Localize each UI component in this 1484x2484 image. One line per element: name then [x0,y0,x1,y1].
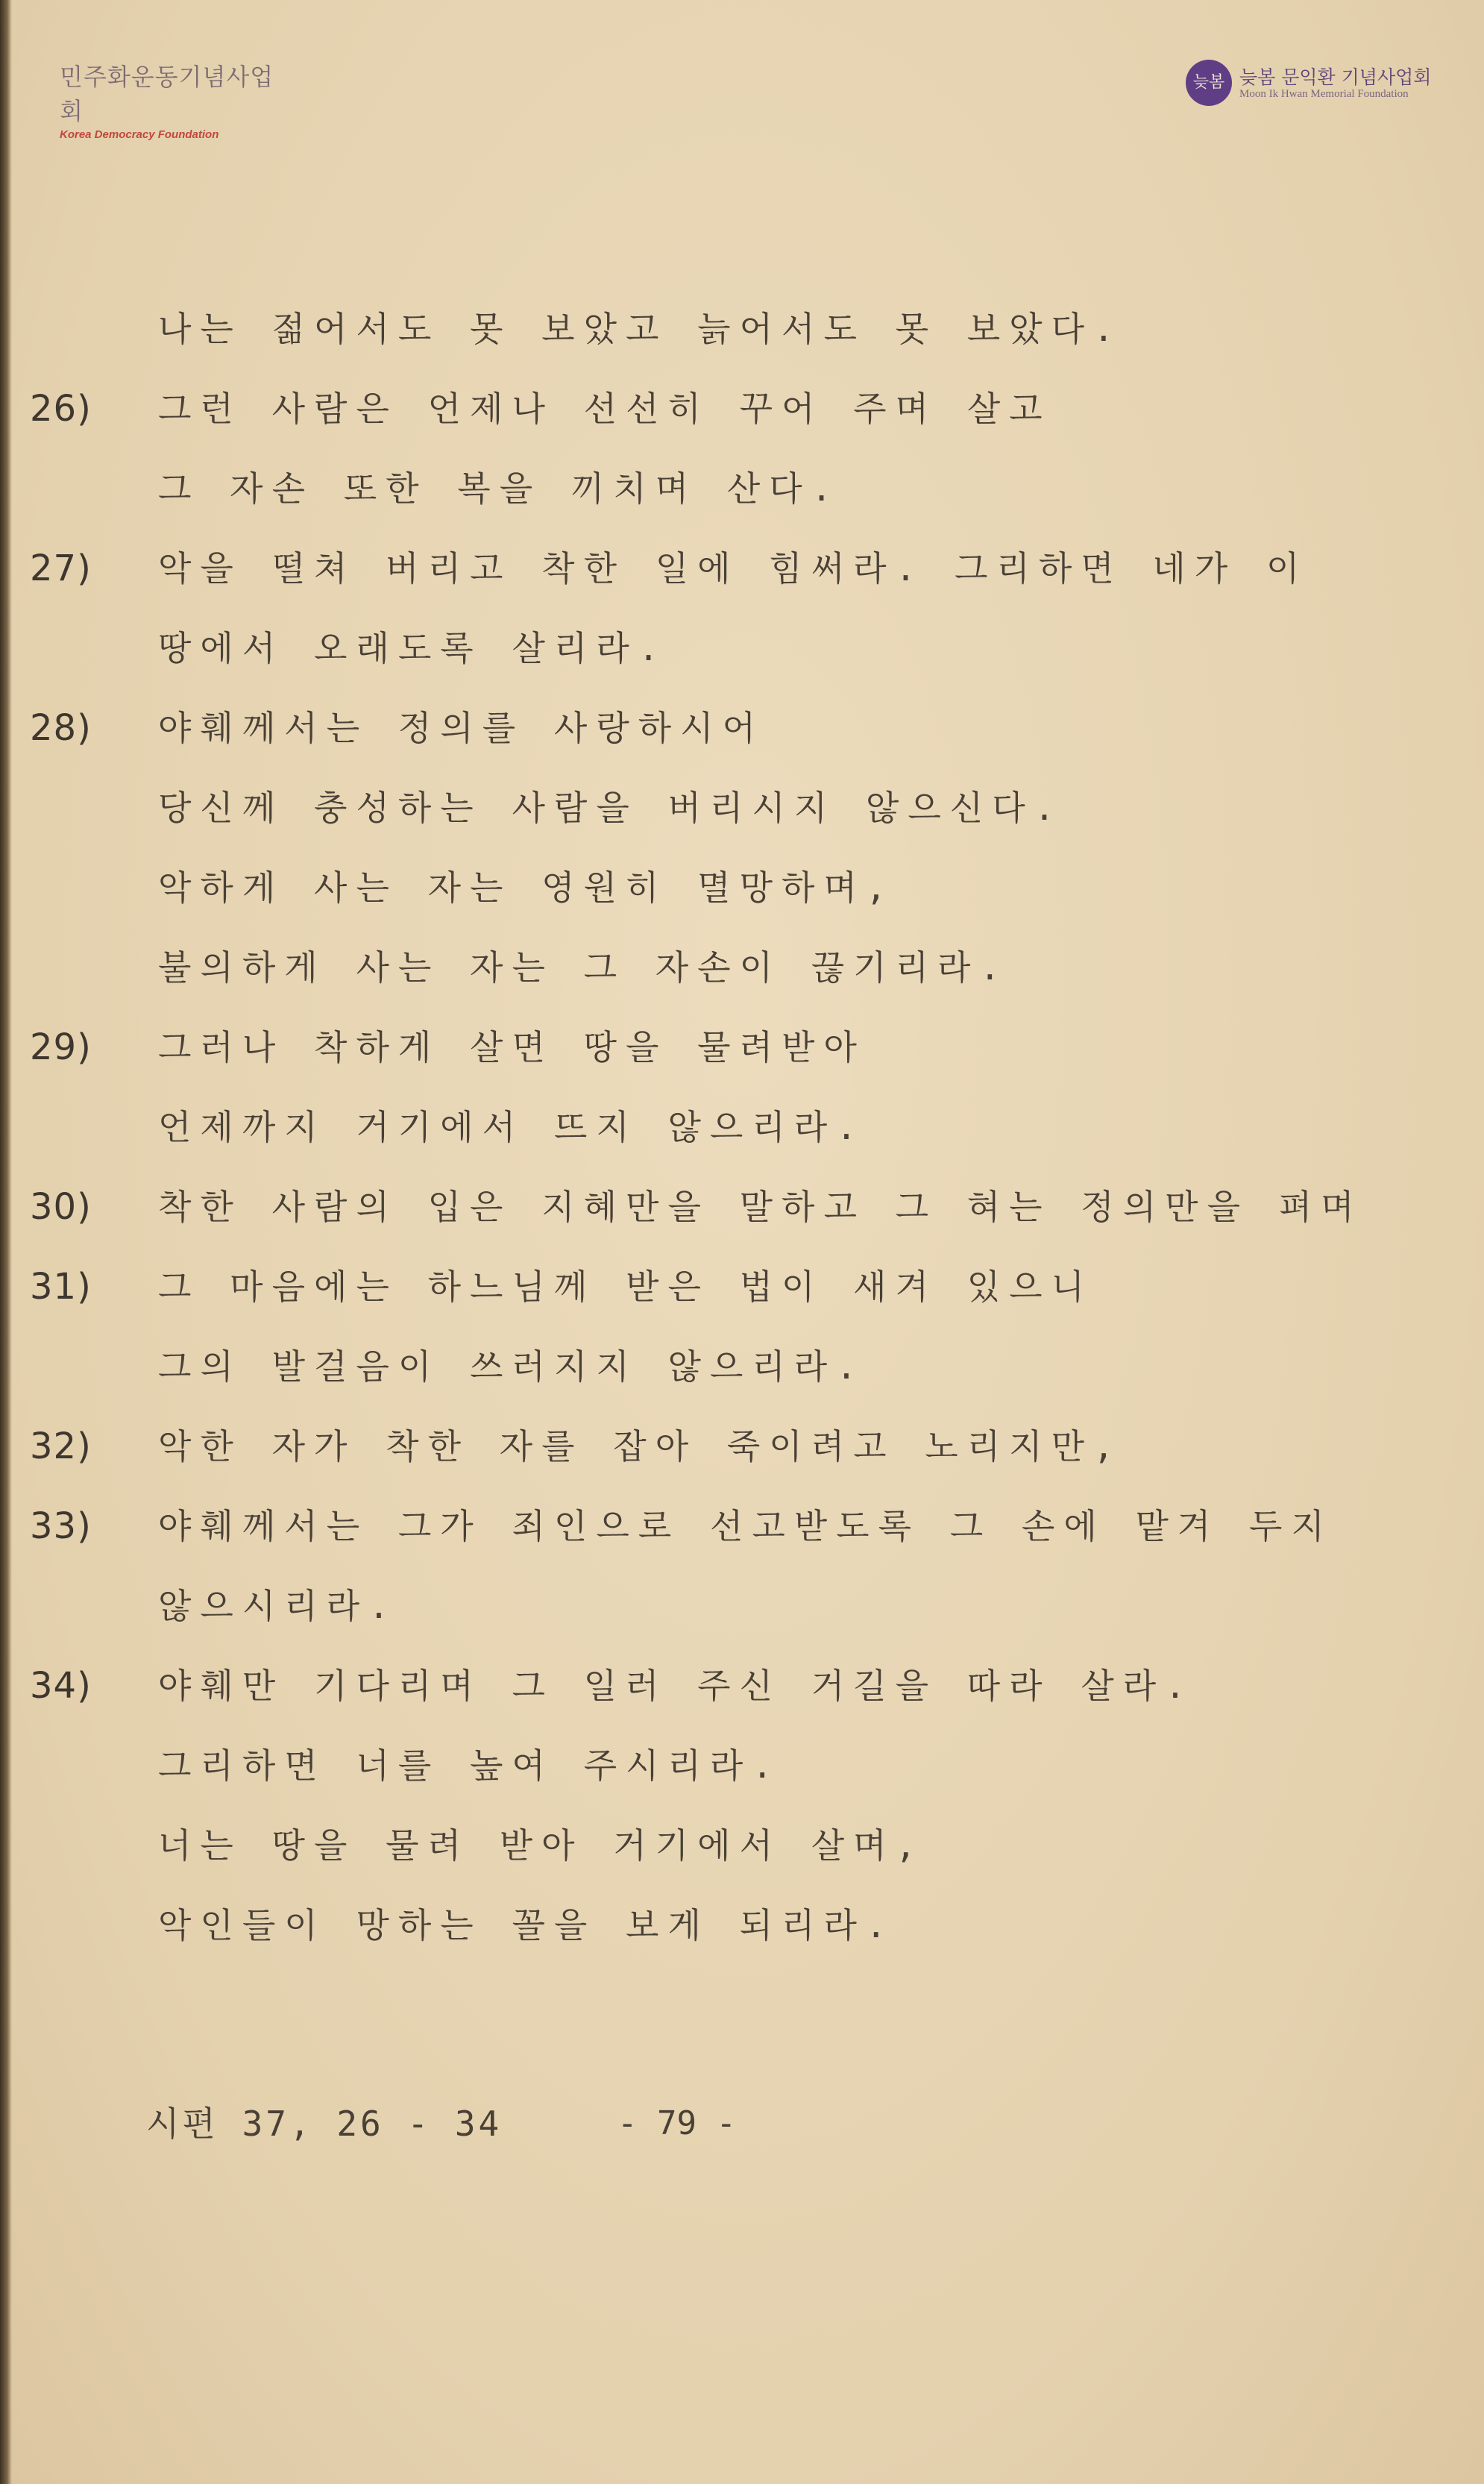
foundation-seal-icon: 늦봄 [1186,60,1232,106]
verse-line [0,928,1484,1008]
right-logo-english: Moon Ik Hwan Memorial Foundation [1239,88,1409,100]
verse-line [0,1327,1484,1407]
verse-line [0,1008,1484,1088]
verse-line [0,1886,1484,1966]
verse-line [0,1247,1484,1327]
verse-text: 착한 사람의 입은 지혜만을 말하고 그 혀는 정의만을 펴며 [158,1187,1363,1227]
verse-number: 33) [30,1505,92,1547]
psalm-text [0,289,1484,1966]
verse-number: 32) [30,1426,92,1467]
verse-number: 27) [30,548,92,589]
verse-text: 너는 땅을 물려 받아 거기에서 살며, [158,1825,925,1866]
verse-text: 불의하게 사는 자는 그 자손이 끊기리라. [158,947,1010,988]
verse-text: 악을 떨쳐 버리고 착한 일에 힘써라. 그리하면 네가 이 [158,548,1309,589]
verse-number: 29) [30,1026,92,1068]
verse-text: 그리하면 너를 높여 주시리라. [158,1746,782,1786]
verse-line [0,1487,1484,1566]
verse-text: 악인들이 망하는 꼴을 보게 되리라. [158,1905,896,1945]
right-logo-korean: 늦봄 문익환 기념사업회 [1239,66,1432,88]
korea-democracy-foundation-logo [60,58,283,141]
verse-text: 당신께 충성하는 사람을 버리시지 않으신다. [158,788,1064,828]
verse-line [0,1726,1484,1806]
moon-ik-hwan-foundation-logo [1186,58,1439,110]
verse-number: 30) [30,1186,92,1228]
verse-text: 야훼만 기다리며 그 일러 주신 거길을 따라 살라. [158,1666,1195,1706]
verse-text: 악하게 사는 자는 영원히 멸망하며, [158,868,896,908]
verse-number: 31) [30,1266,92,1308]
verse-text: 야훼께서는 정의를 사랑하시어 [158,708,765,748]
verse-line [0,289,1484,369]
verse-number: 26) [30,388,92,430]
verse-line [0,609,1484,689]
verse-text: 악한 자가 착한 자를 잡아 죽이려고 노리지만, [158,1426,1123,1467]
verse-text: 않으시리라. [158,1586,398,1626]
verse-text: 나는 젊어서도 못 보았고 늙어서도 못 보았다. [158,309,1123,349]
verse-number: 28) [30,707,92,749]
verse-line [0,1407,1484,1487]
left-logo-korean: 민주화운동기념사업회 [60,63,274,125]
verse-text: 그의 발걸음이 쓰러지지 않으리라. [158,1346,866,1387]
verse-line [0,369,1484,449]
verse-line [0,768,1484,848]
verse-line [0,1566,1484,1646]
verse-line [0,689,1484,768]
verse-line [0,848,1484,928]
verse-text: 그러나 착하게 살면 땅을 물려받아 [158,1027,866,1067]
scripture-citation: 시편 37, 26 - 34 [146,2104,503,2144]
verse-line [0,1646,1484,1726]
verse-text: 언제까지 거기에서 뜨지 않으리라. [158,1107,866,1147]
verse-text: 야훼께서는 그가 죄인으로 선고받도록 그 손에 맡겨 두지 [158,1506,1333,1546]
verse-line [0,449,1484,529]
verse-line [0,1167,1484,1247]
verse-number: 34) [30,1665,92,1707]
left-logo-english: Korea Democracy Foundation [60,128,219,141]
verse-line [0,529,1484,609]
verse-text: 땅에서 오래도록 살리라. [158,628,668,668]
verse-line [0,1088,1484,1167]
verse-line [0,1806,1484,1886]
verse-text: 그 마음에는 하느님께 받은 법이 새겨 있으니 [158,1267,1094,1307]
verse-text: 그 자손 또한 복을 끼치며 산다. [158,468,841,509]
verse-text: 그런 사람은 언제나 선선히 꾸어 주며 살고 [158,389,1051,429]
page-number: - 79 - [617,2104,736,2142]
